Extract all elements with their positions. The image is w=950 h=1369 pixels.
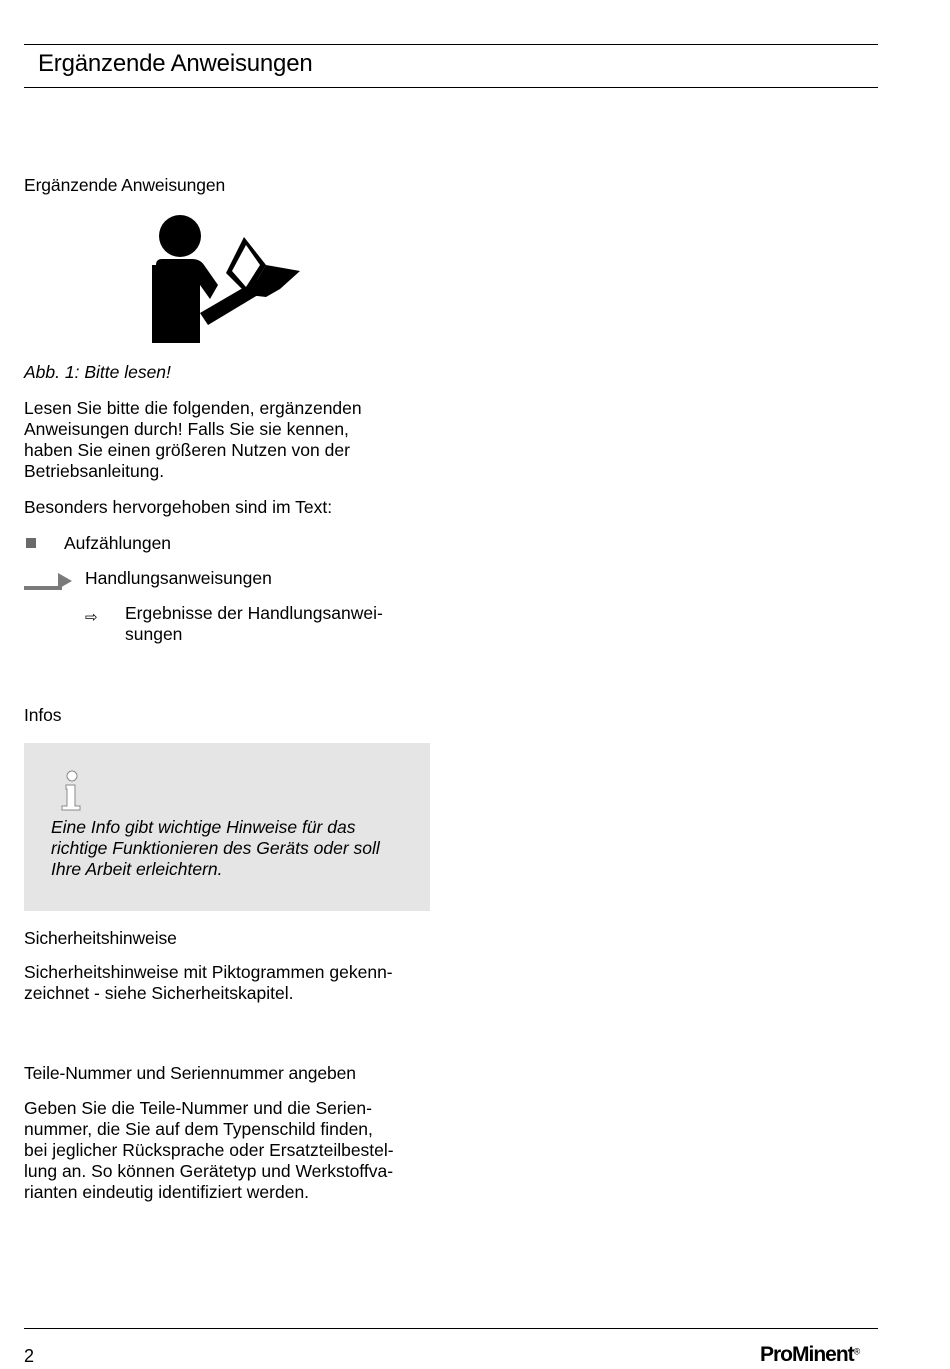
result-arrow-icon: ⇨ [85, 609, 98, 626]
info-icon [58, 770, 88, 817]
page-number: 2 [24, 1346, 35, 1366]
infos-heading: Infos [24, 705, 62, 725]
text-line: bei jeglicher Rücksprache oder Ersatzteilbestel- [24, 1140, 394, 1160]
parts-heading: Teile-Nummer und Seriennummer angeben [24, 1063, 356, 1083]
figure-caption: Abb. 1: Bitte lesen! [24, 362, 171, 382]
info-text [51, 817, 426, 880]
action-item-label: Handlungsanweisungen [85, 568, 272, 588]
logo-text: ProMinent [760, 1343, 854, 1366]
text-line: Eine Info gibt wichtige Hinweise für das [51, 817, 356, 837]
text-line: sungen [125, 624, 183, 644]
header-top-rule [24, 44, 878, 45]
intro-paragraph [24, 398, 424, 482]
parts-paragraph [24, 1098, 444, 1203]
text-line: Ihre Arbeit erleichtern. [51, 859, 223, 879]
logo-registered-mark: ® [853, 1346, 861, 1357]
text-line: richtige Funktionieren des Geräts oder soll [51, 838, 380, 858]
section-heading: Ergänzende Anweisungen [24, 175, 226, 195]
action-arrow-icon [24, 573, 74, 596]
highlight-paragraph: Besonders hervorgehoben sind im Text: [24, 497, 333, 517]
text-line: Ergebnisse der Handlungsanwei- [125, 603, 383, 623]
header-bottom-rule [24, 87, 878, 88]
text-line: Sicherheitshinweise mit Piktogrammen gekenn- [24, 962, 393, 982]
result-item-label [125, 603, 425, 645]
brand-logo [760, 1343, 860, 1367]
text-line: Betriebsanleitung. [24, 461, 165, 481]
text-line: Geben Sie die Teile-Nummer und die Serien- [24, 1098, 372, 1118]
safety-heading: Sicherheitshinweise [24, 928, 177, 948]
text-line: Anweisungen durch! Falls Sie sie kennen, [24, 419, 349, 439]
bullet-item-label: Aufzählungen [64, 533, 172, 553]
text-line: rianten eindeutig identifiziert werden. [24, 1182, 310, 1202]
text-line: Lesen Sie bitte die folgenden, ergänzenden [24, 398, 362, 418]
text-line: lung an. So können Gerätetyp und Werkstoffva- [24, 1161, 394, 1181]
text-line: nummer, die Sie auf dem Typenschild finden, [24, 1119, 373, 1139]
page-title: Ergänzende Anweisungen [38, 50, 313, 77]
reading-person-icon [148, 213, 304, 350]
square-bullet-icon [26, 538, 36, 548]
safety-paragraph [24, 962, 444, 1004]
footer-rule [24, 1328, 878, 1329]
text-line: zeichnet - siehe Sicherheitskapitel. [24, 983, 294, 1003]
text-line: haben Sie einen größeren Nutzen von der [24, 440, 350, 460]
